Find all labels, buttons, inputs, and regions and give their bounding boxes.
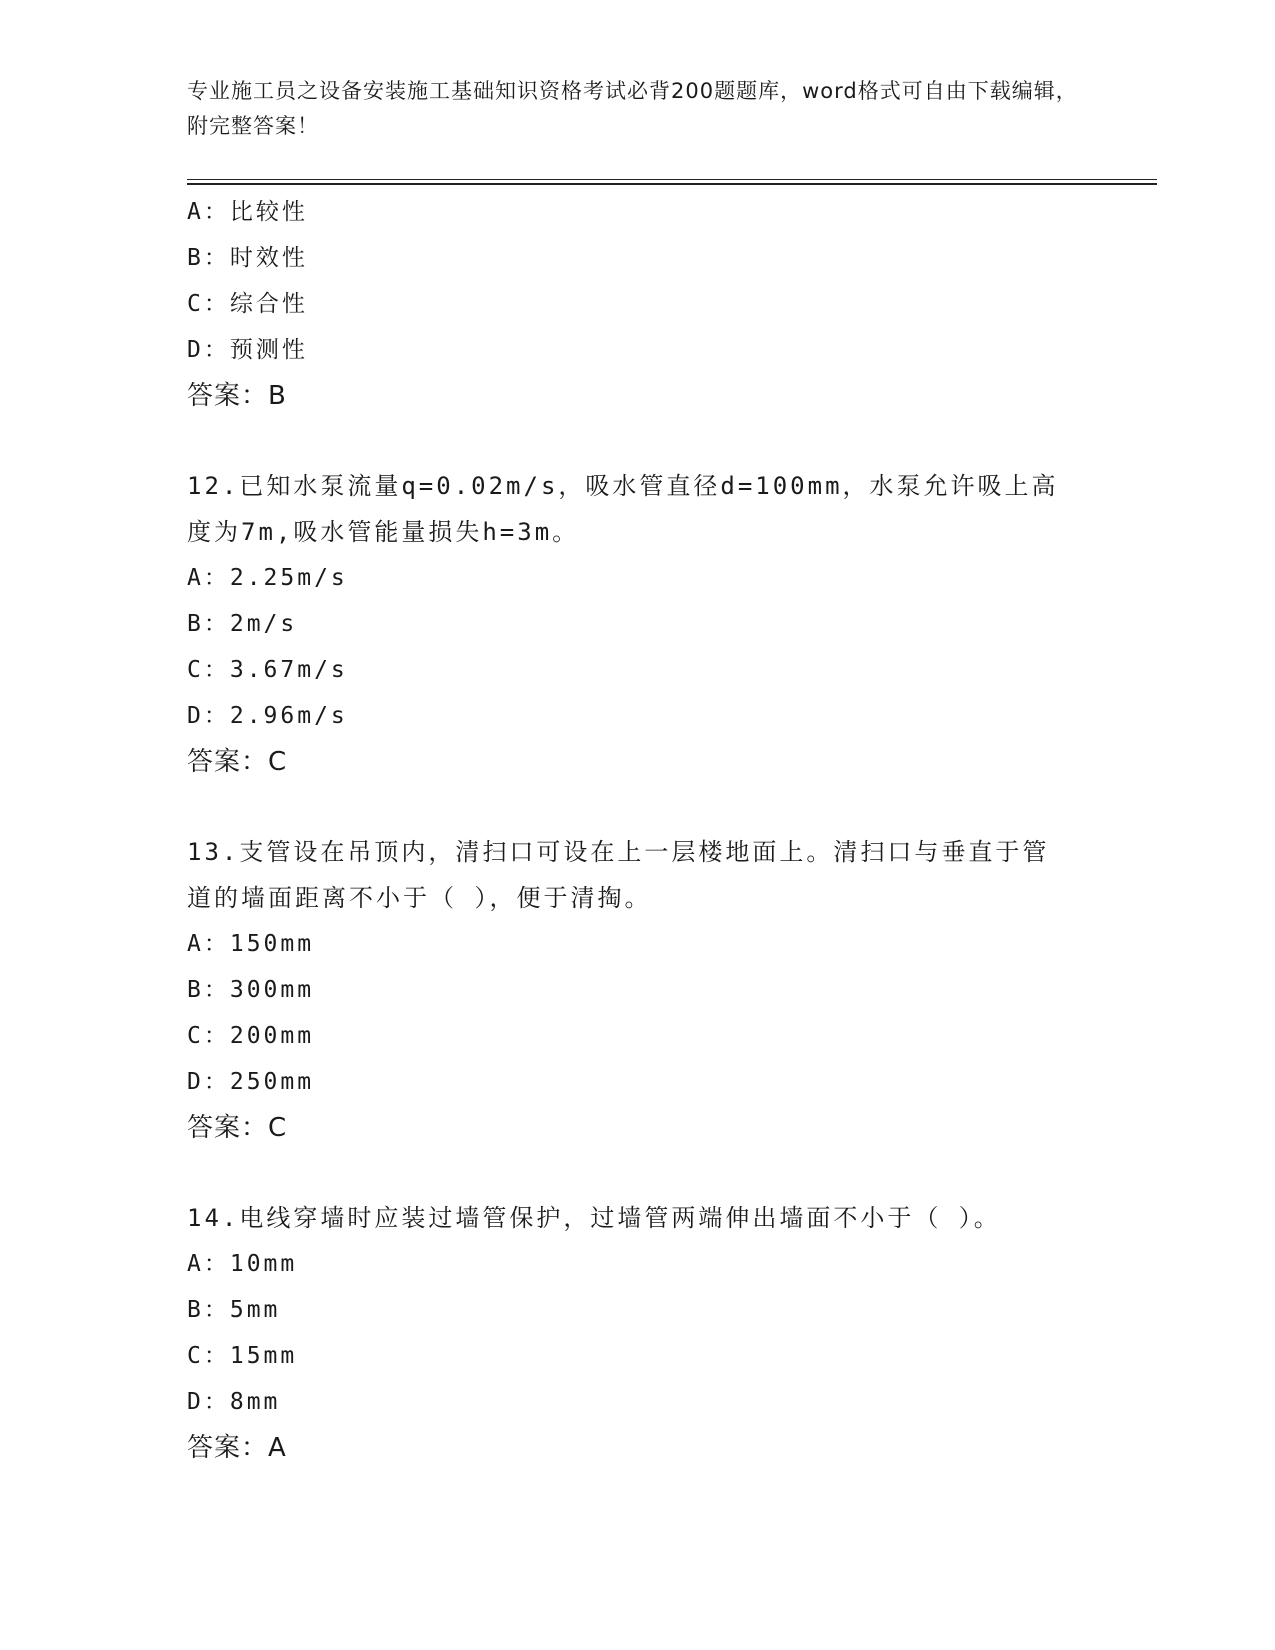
answer: 答案：A: [187, 1433, 287, 1463]
option-c: C：200mm: [187, 1023, 315, 1049]
question-text: 13.支管设在吊顶内，清扫口可设在上一层楼地面上。清扫口与垂直于管道的墙面距离不小于（ ），便于清掏。: [187, 838, 1050, 912]
option-b: B：2m/s: [187, 611, 298, 637]
answer: 答案：B: [187, 381, 287, 411]
question-block: [187, 463, 1087, 785]
question-text: 12.已知水泵流量q=0.02m/s，吸水管直径d=100mm，水泵允许吸上高度为7m,吸水管能量损失h=3m。: [187, 472, 1059, 546]
option-c: C：3.67m/s: [187, 657, 348, 683]
header-divider-thick: [187, 183, 1157, 185]
option-a: A：2.25m/s: [187, 565, 348, 591]
spacer: [187, 785, 1087, 829]
spacer: [187, 419, 1087, 463]
question-text: 14.电线穿墙时应装过墙管保护，过墙管两端伸出墙面不小于（ ）。: [187, 1204, 1001, 1232]
question-block: [187, 829, 1087, 1151]
spacer: [187, 1151, 1087, 1195]
option-c: C：15mm: [187, 1343, 298, 1369]
option-b: B：时效性: [187, 245, 308, 271]
option-d: D：预测性: [187, 337, 308, 363]
option-d: D：2.96m/s: [187, 703, 348, 729]
question-block: [187, 1195, 1087, 1471]
option-a: A：10mm: [187, 1251, 298, 1277]
answer: 答案：C: [187, 747, 288, 777]
option-d: D：8mm: [187, 1389, 281, 1415]
document-header: 专业施工员之设备安装施工基础知识资格考试必背200题题库，word格式可自由下载编辑，附完整答案！: [187, 79, 1078, 138]
option-a: A：比较性: [187, 199, 308, 225]
option-a: A：150mm: [187, 931, 315, 957]
question-list: [187, 189, 1087, 1471]
header-divider-thin: [187, 179, 1157, 180]
option-d: D：250mm: [187, 1069, 315, 1095]
question-block: [187, 189, 1087, 419]
option-b: B：300mm: [187, 977, 315, 1003]
option-b: B：5mm: [187, 1297, 281, 1323]
option-c: C：综合性: [187, 291, 308, 317]
answer: 答案：C: [187, 1113, 288, 1143]
